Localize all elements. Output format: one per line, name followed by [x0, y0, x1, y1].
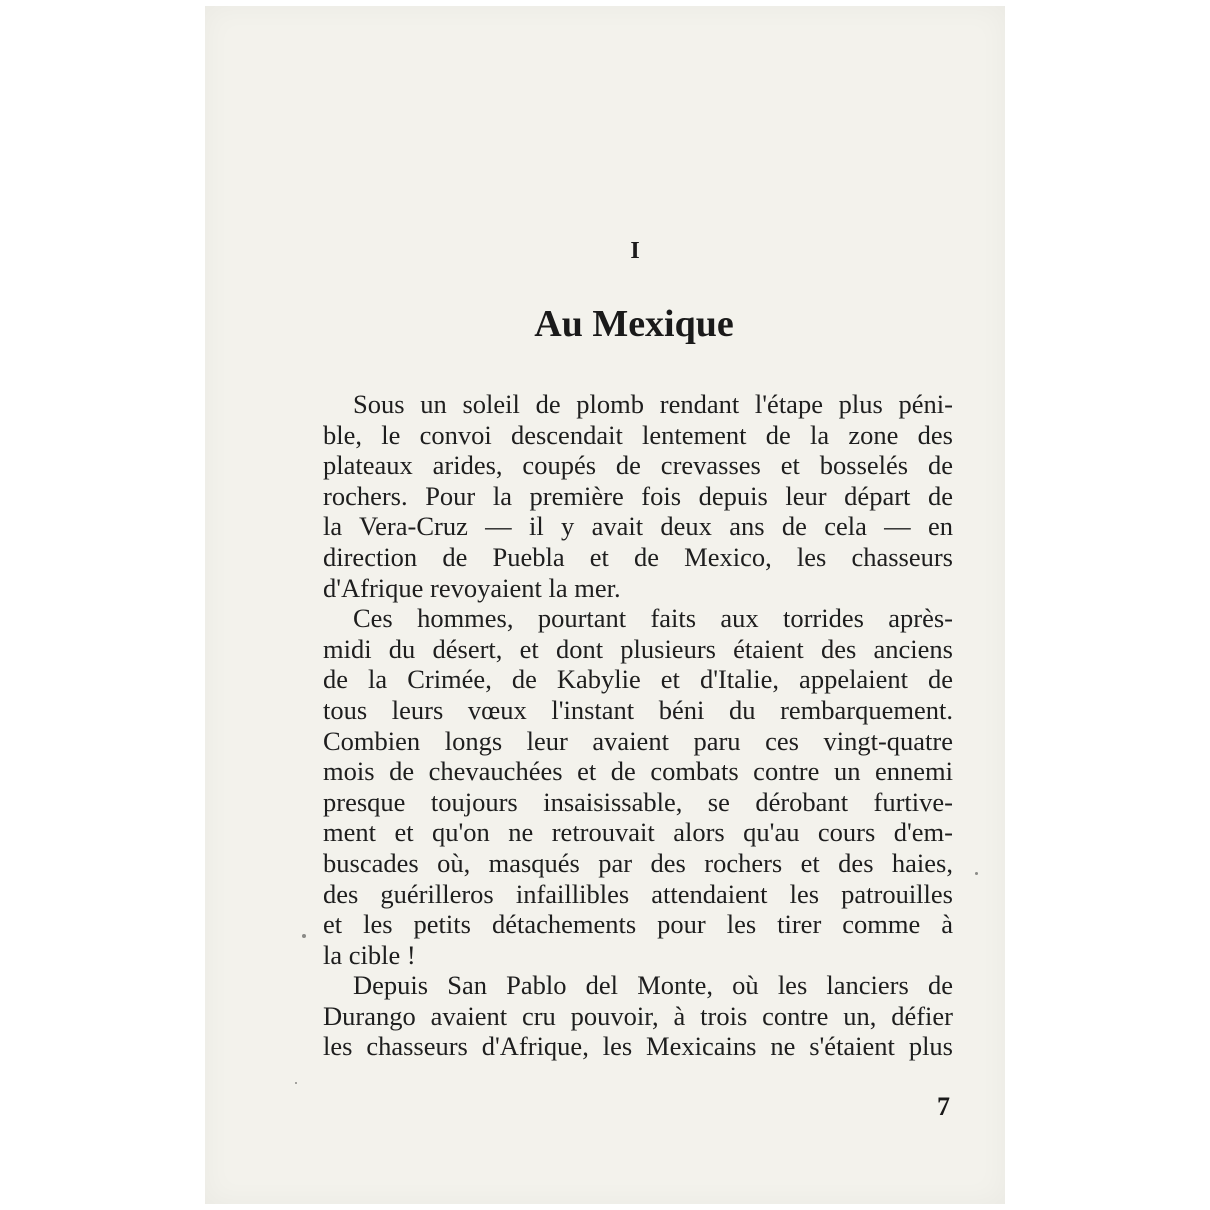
text-line: d'Afrique revoyaient la mer. — [323, 572, 621, 603]
text-line: ment et qu'on ne retrouvait alors qu'au cours d'em- — [323, 817, 953, 848]
text-line: midi du désert, et dont plusieurs étaient des anciens — [323, 633, 953, 664]
text-line: buscades où, masqués par des rochers et des haies, — [323, 847, 953, 878]
text-line: de la Crimée, de Kabylie et d'Italie, appelaient de — [323, 664, 953, 695]
text-line: mois de chevauchées et de combats contre un ennemi — [323, 756, 953, 787]
book-page — [205, 6, 1005, 1204]
chapter-title: Au Mexique — [534, 303, 734, 345]
page-number: 7 — [937, 1092, 950, 1121]
text-line: ble, le convoi descendait lentement de la zone des — [323, 419, 953, 450]
text-line: la cible ! — [323, 939, 416, 970]
text-line: direction de Puebla et de Mexico, les chasseurs — [323, 541, 953, 572]
text-line: rochers. Pour la première fois depuis leur départ de — [323, 480, 953, 511]
text-line: Sous un soleil de plomb rendant l'étape plus péni- — [353, 389, 953, 419]
text-line: Combien longs leur avaient paru ces vingt-quatre — [323, 725, 953, 756]
paper-speck — [295, 1082, 297, 1084]
text-line: tous leurs vœux l'instant béni du rembarquement. — [323, 694, 953, 725]
paper-speck — [302, 934, 306, 938]
paper-speck — [975, 872, 978, 875]
text-line: et les petits détachements pour les tirer comme à — [323, 909, 953, 940]
text-line: presque toujours insaisissable, se dérobant furtive- — [323, 786, 953, 817]
text-line: Durango avaient cru pouvoir, à trois contre un, défier — [323, 1000, 953, 1031]
text-line: Ces hommes, pourtant faits aux torrides après- — [353, 603, 953, 634]
text-line: des guérilleros infaillibles attendaient les patrouilles — [323, 878, 953, 909]
text-line: les chasseurs d'Afrique, les Mexicains ne s'étaient plus — [323, 1031, 953, 1062]
body-text — [323, 389, 953, 1062]
text-line: Depuis San Pablo del Monte, où les lanciers de — [353, 970, 953, 1001]
text-line: plateaux arides, coupés de crevasses et bosselés de — [323, 450, 953, 481]
text-line: la Vera-Cruz — il y avait deux ans de cela — en — [323, 511, 953, 542]
chapter-number: I — [630, 238, 640, 264]
